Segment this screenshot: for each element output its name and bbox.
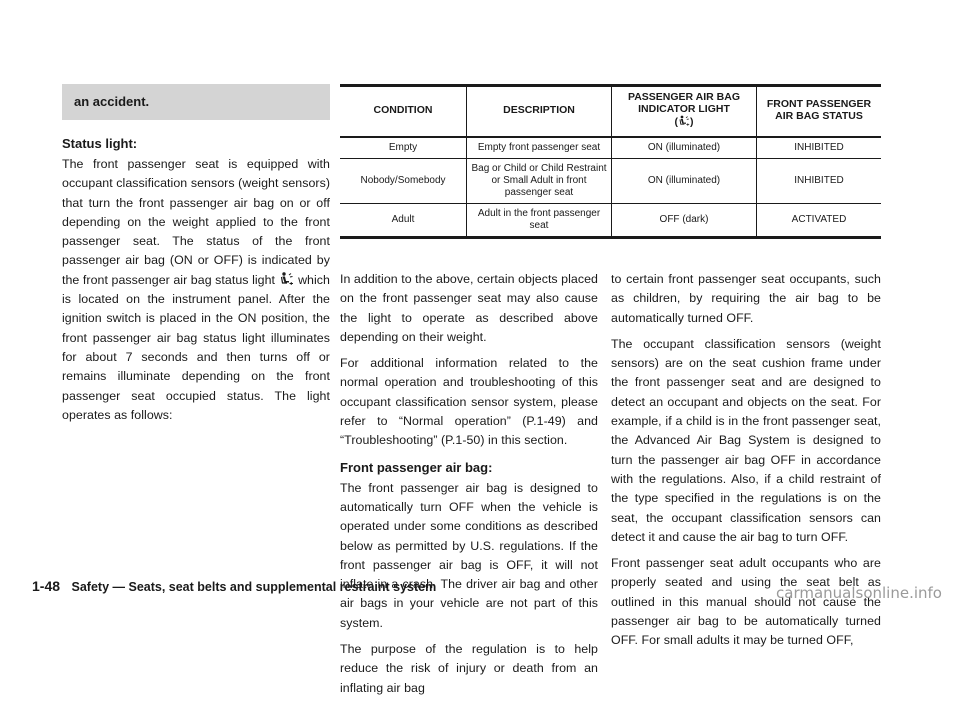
page-number: 1-48	[32, 578, 61, 594]
header-paren-close: )	[690, 116, 694, 128]
paragraph: Front passenger seat adult occupants who are properly seated and using the seat belt as outlined in this manual should not cause the passenger air bag to be automatically turned OFF. For small adults it may be turned OFF,	[611, 556, 881, 648]
table-row	[340, 204, 881, 238]
front-passenger-airbag-heading: Front passenger air bag:	[340, 459, 493, 475]
cell-status: INHIBITED	[757, 159, 882, 204]
table-header-row	[340, 86, 881, 138]
passenger-airbag-off-icon	[279, 272, 294, 286]
cell-description: Empty front passenger seat	[467, 137, 612, 159]
cell-indicator: OFF (dark)	[612, 204, 757, 238]
cell-status: ACTIVATED	[757, 204, 882, 238]
header-indicator-light	[612, 86, 757, 138]
status-light-paragraph	[62, 155, 330, 425]
cell-description: Adult in the front passenger seat	[467, 204, 612, 238]
page-footer	[32, 578, 436, 594]
paragraph: to certain front passenger seat occupants, such as children, by requiring the air bag to be automatically turned OFF.	[611, 272, 881, 325]
cell-condition: Empty	[340, 137, 467, 159]
box-text: an accident.	[74, 94, 150, 109]
continuation-box	[62, 84, 330, 120]
table-row	[340, 159, 881, 204]
cell-condition: Adult	[340, 204, 467, 238]
section-title: Safety — Seats, seat belts and supplemental restraint system	[71, 580, 437, 594]
header-condition: CONDITION	[340, 86, 467, 138]
table-row	[340, 137, 881, 159]
cell-description: Bag or Child or Child Restraint or Small Adult in front passenger seat	[467, 159, 612, 204]
paragraph: The front passenger air bag is designed to automatically turn OFF when the vehicle is operated under some conditions as described below as permitted by U.S. regulations. If the front passenger air bag is OFF, it will not inflate in a crash. The driver air bag and other air bags in your vehicle are not part of this system.	[340, 480, 598, 630]
para-text-b: which is located on the instrument panel. After the ignition switch is placed in the ON position, the front passenger air bag status light illuminates for about 7 seconds and then turns off or remains illuminate depending on the front passenger seat occupied status. The light operates as follows:	[62, 272, 330, 422]
header-indicator-text: PASSENGER AIR BAG INDICATOR LIGHT	[627, 91, 740, 115]
header-airbag-status: FRONT PASSENGER AIR BAG STATUS	[757, 86, 882, 138]
paragraph: The occupant classification sensors (weight sensors) are on the seat cushion frame under the front passenger seat and are designed to detect an occupant and objects on the seat. For example, if a child is in the front passenger seat, the Advanced Air Bag System is designed to turn the passenger air bag OFF in accordance with the regulations. Also, if a child restraint of the type specified in the regulations is on the seat, the occupant classification sensors can detect it and cause the air bag to turn OFF.	[611, 336, 881, 544]
header-paren-open: (	[674, 116, 678, 128]
para-text-a: The front passenger seat is equipped with occupant classification sensors (weight sensors) that turn the front passenger air bag on or off depending on the weight applied to the front passenger seat. The status of the front passenger air bag (ON or OFF) is indicated by the front passenger air bag status light	[62, 157, 330, 287]
status-table	[340, 84, 881, 239]
passenger-airbag-off-icon	[678, 115, 690, 127]
status-light-heading: Status light:	[62, 136, 138, 151]
cell-status: INHIBITED	[757, 137, 882, 159]
paragraph: For additional information related to the normal operation and troubleshooting of this occupant classification sensor system, please refer to “Normal operation” (P.1-49) and “Troubleshooting” (P.1-50) in this section.	[340, 356, 598, 448]
header-description: DESCRIPTION	[467, 86, 612, 138]
left-column	[62, 84, 330, 432]
paragraph: In addition to the above, certain objects placed on the front passenger seat may also cause the light to operate as described above depending on their weight.	[340, 272, 598, 344]
paragraph: The purpose of the regulation is to help reduce the risk of injury or death from an inflating air bag	[340, 642, 598, 695]
watermark: carmanualsonline.info	[776, 584, 942, 602]
cell-indicator: ON (illuminated)	[612, 159, 757, 204]
cell-condition: Nobody/Somebody	[340, 159, 467, 204]
cell-indicator: ON (illuminated)	[612, 137, 757, 159]
middle-column	[340, 270, 598, 705]
